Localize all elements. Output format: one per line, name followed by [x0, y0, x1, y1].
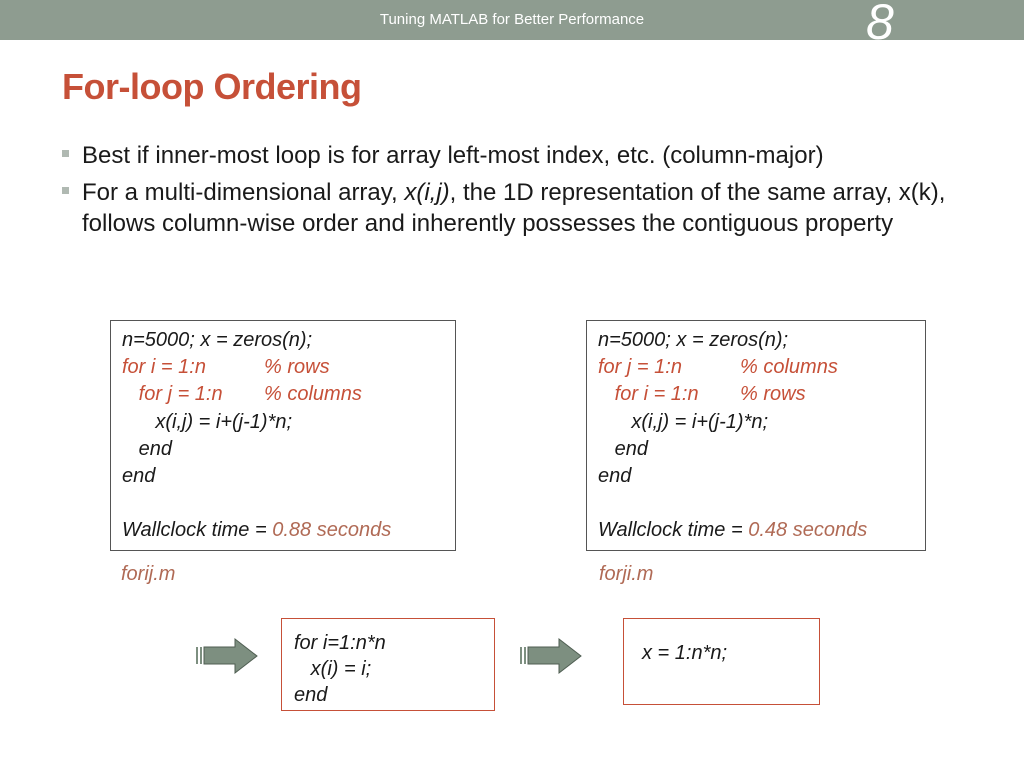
- bullet-italic-term: x(i,j): [404, 179, 450, 206]
- code-for-inner: for i = 1:n: [598, 383, 699, 406]
- bullet-list: [62, 140, 972, 245]
- code-line: end: [122, 464, 156, 487]
- code-line: x(i) = i;: [294, 658, 372, 680]
- bullet-item: [62, 140, 972, 171]
- presentation-title: Tuning MATLAB for Better Performance: [379, 11, 645, 28]
- slide-title: For-loop Ordering: [62, 66, 362, 107]
- vectorized-box: [623, 618, 820, 705]
- code-line: end: [598, 464, 632, 487]
- code-line: for i=1:n*n: [294, 632, 386, 654]
- wallclock-label: Wallclock time =: [598, 519, 749, 542]
- code-for-inner: for j = 1:n: [122, 383, 223, 406]
- code-line: [598, 381, 925, 408]
- code-for-outer: for j = 1:n: [598, 356, 682, 379]
- filename-right: forji.m: [599, 563, 654, 585]
- wallclock-line: [598, 517, 925, 544]
- code-line: end: [294, 684, 328, 706]
- code-comment: % columns: [264, 383, 362, 406]
- wallclock-value: 0.48 seconds: [748, 519, 868, 542]
- code-comment: % rows: [264, 356, 330, 379]
- wallclock-label: Wallclock time =: [122, 519, 273, 542]
- code-line: x = 1:n*n;: [642, 642, 728, 664]
- bullet-text: For a multi-dimensional array,: [82, 179, 405, 206]
- code-for-outer: for i = 1:n: [122, 356, 206, 379]
- right-arrow-icon: [195, 637, 259, 675]
- code-line: [122, 354, 455, 381]
- wallclock-line: [122, 517, 455, 544]
- slide-number: 8: [866, 0, 894, 50]
- right-arrow-icon: [519, 637, 583, 675]
- header-bar: [0, 0, 1024, 50]
- code-comment: % columns: [740, 356, 838, 379]
- filename-left: forij.m: [121, 563, 176, 585]
- bullet-text: Best if inner-most loop is for array left-most index, etc. (column-major): [82, 142, 824, 169]
- code-box-row-major: [110, 320, 456, 551]
- code-line: n=5000; x = zeros(n);: [598, 329, 789, 351]
- bullet-marker-icon: [62, 150, 69, 157]
- code-line: [122, 381, 455, 408]
- bullet-marker-icon: [62, 187, 69, 194]
- code-line: end: [598, 437, 649, 460]
- scalar-loop-box: [281, 618, 495, 711]
- code-line: end: [122, 437, 173, 460]
- code-blank-line: [598, 490, 925, 517]
- code-line: x(i,j) = i+(j-1)*n;: [598, 410, 769, 433]
- code-comment: % rows: [740, 383, 806, 406]
- bullet-text-continued: , the 1D representation of the same array, x(k), follows column-wise order and inherently possesses the contiguous property: [82, 179, 946, 237]
- code-line: [598, 354, 925, 381]
- code-blank-line: [122, 490, 455, 517]
- code-line: x(i,j) = i+(j-1)*n;: [122, 410, 293, 433]
- code-line: n=5000; x = zeros(n);: [122, 329, 313, 351]
- code-box-column-major: [586, 320, 926, 551]
- wallclock-value: 0.88 seconds: [272, 519, 392, 542]
- bullet-item: [62, 177, 972, 239]
